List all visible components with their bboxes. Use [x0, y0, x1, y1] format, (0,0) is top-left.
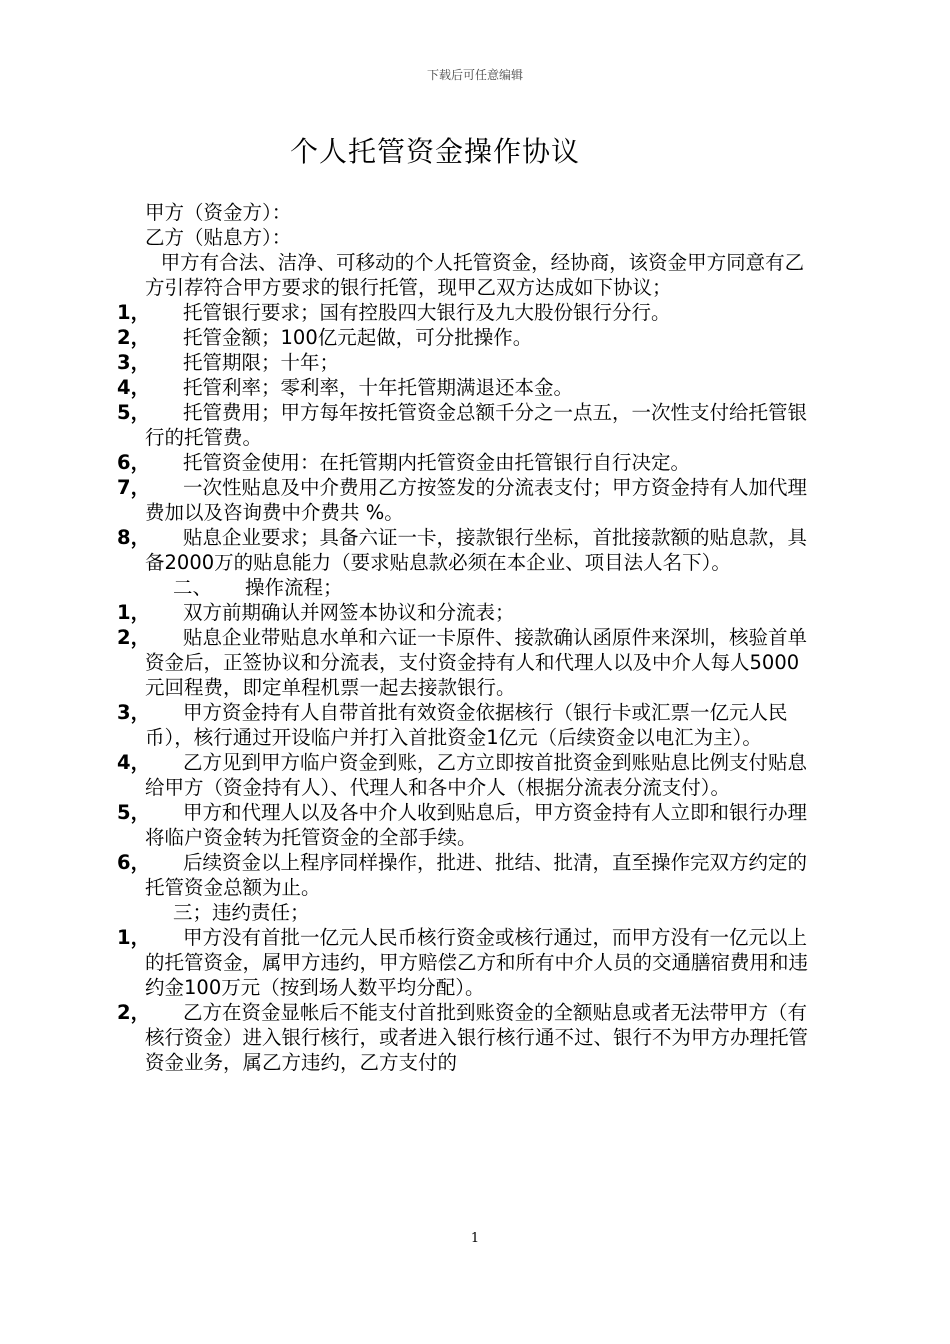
list-item	[117, 475, 815, 525]
document-title: 个人托管资金操作协议	[289, 135, 580, 168]
intro-paragraph: 甲方有合法、洁净、可移动的个人托管资金，经协商，该资金甲方同意有乙方引荐符合甲方要求的银行托管，现甲乙双方达成如下协议；	[145, 251, 805, 299]
list-item-text: 贴息企业带贴息水单和六证一卡原件、接款确认函原件来深圳，核验首单资金后，正签协议和分流表，支付资金持有人和代理人以及中介人每人5000元回程费，即定单程机票一起去接款银行。	[145, 626, 808, 699]
section2-title: 操作流程；	[245, 576, 343, 599]
section2-number: 二、	[173, 576, 213, 599]
list-item-number: 2，	[117, 326, 151, 349]
list-item	[117, 850, 815, 900]
list-item-number: 1，	[117, 601, 151, 624]
party-a-line: 甲方（资金方）：	[145, 201, 292, 224]
list-item-number: 2，	[117, 626, 151, 649]
list-item	[117, 400, 815, 450]
list-item-number: 5，	[117, 401, 151, 424]
list-item-number: 2，	[117, 1001, 151, 1024]
list-item-number: 6，	[117, 851, 151, 874]
list-item-text: 贴息企业要求；具备六证一卡，接款银行坐标，首批接款额的贴息款，具备2000万的贴息能力（要求贴息款必须在本企业、项目法人名下）。	[145, 526, 808, 574]
list-item	[117, 1000, 815, 1075]
list-item	[117, 525, 815, 575]
list-item	[117, 625, 815, 700]
list-item-text: 托管费用；甲方每年按托管资金总额千分之一点五，一次性支付给托管银行的托管费。	[145, 401, 808, 449]
list-item-number: 8，	[117, 526, 151, 549]
list-item-text: 甲方资金持有人自带首批有效资金依据核行（银行卡或汇票一亿元人民币），核行通过开设临户并打入首批资金1亿元（后续资金以电汇为主）。	[145, 701, 788, 749]
header-note: 下载后可任意编辑	[426, 68, 523, 82]
list-item-text: 托管银行要求；国有控股四大银行及九大股份银行分行。	[183, 301, 671, 324]
list-item-text: 乙方在资金显帐后不能支付首批到账资金的全额贴息或者无法带甲方（有核行资金）进入银行核行，或者进入银行核行通不过、银行不为甲方办理托管资金业务，属乙方违约，乙方支付的	[145, 1001, 809, 1074]
list-item-text: 后续资金以上程序同样操作，批进、批结、批清，直至操作完双方约定的托管资金总额为止。	[145, 851, 808, 899]
section3-title: 三；违约责任；	[173, 901, 310, 924]
list-item-text: 双方前期确认并网签本协议和分流表；	[183, 601, 515, 624]
list-item-text: 托管资金使用：在托管期内托管资金由托管银行自行决定。	[183, 451, 691, 474]
list-item	[117, 700, 815, 750]
list-item-number: 7，	[117, 476, 151, 499]
page-number: 1	[470, 1231, 480, 1246]
list-item-number: 6，	[117, 451, 151, 474]
list-item	[117, 750, 815, 800]
list-item-number: 3，	[117, 351, 151, 374]
list-item	[117, 925, 815, 1000]
list-item-number: 5，	[117, 801, 151, 824]
list-item-text: 甲方没有首批一亿元人民币核行资金或核行通过，而甲方没有一亿元以上的托管资金，属甲方违约，甲方赔偿乙方和所有中介人员的交通膳宿费用和违约金100万元（按到场人数平均分配）。	[145, 926, 809, 999]
list-item-text: 托管期限；十年；	[183, 351, 340, 374]
list-item	[117, 350, 815, 375]
list-item	[117, 600, 815, 625]
party-b-line: 乙方（贴息方）：	[145, 226, 292, 249]
section3-heading	[145, 900, 815, 925]
list-item	[117, 300, 815, 325]
list-item-text: 甲方和代理人以及各中介人收到贴息后，甲方资金持有人立即和银行办理将临户资金转为托管资金的全部手续。	[145, 801, 808, 849]
list-item-text: 一次性贴息及中介费用乙方按签发的分流表支付；甲方资金持有人加代理费加以及咨询费中介费共 %。	[145, 476, 808, 524]
list-item-number: 4，	[117, 751, 151, 774]
list-item	[117, 450, 815, 475]
section3-list	[117, 925, 815, 1075]
list-item-text: 托管利率；零利率，十年托管期满退还本金。	[183, 376, 574, 399]
document-body	[117, 200, 815, 1075]
list-item-number: 4，	[117, 376, 151, 399]
list-item-number: 1，	[117, 301, 151, 324]
section2-heading	[145, 575, 815, 600]
list-item	[117, 325, 815, 350]
section2-list	[117, 600, 815, 900]
section1-list	[117, 300, 815, 575]
list-item-number: 1，	[117, 926, 151, 949]
list-item	[117, 375, 815, 400]
list-item-text: 托管金额；100亿元起做，可分批操作。	[183, 326, 533, 349]
list-item	[117, 800, 815, 850]
list-item-text: 乙方见到甲方临户资金到账，乙方立即按首批资金到账贴息比例支付贴息给甲方（资金持有人）、代理人和各中介人（根据分流表分流支付）。	[145, 751, 808, 799]
list-item-number: 3，	[117, 701, 151, 724]
